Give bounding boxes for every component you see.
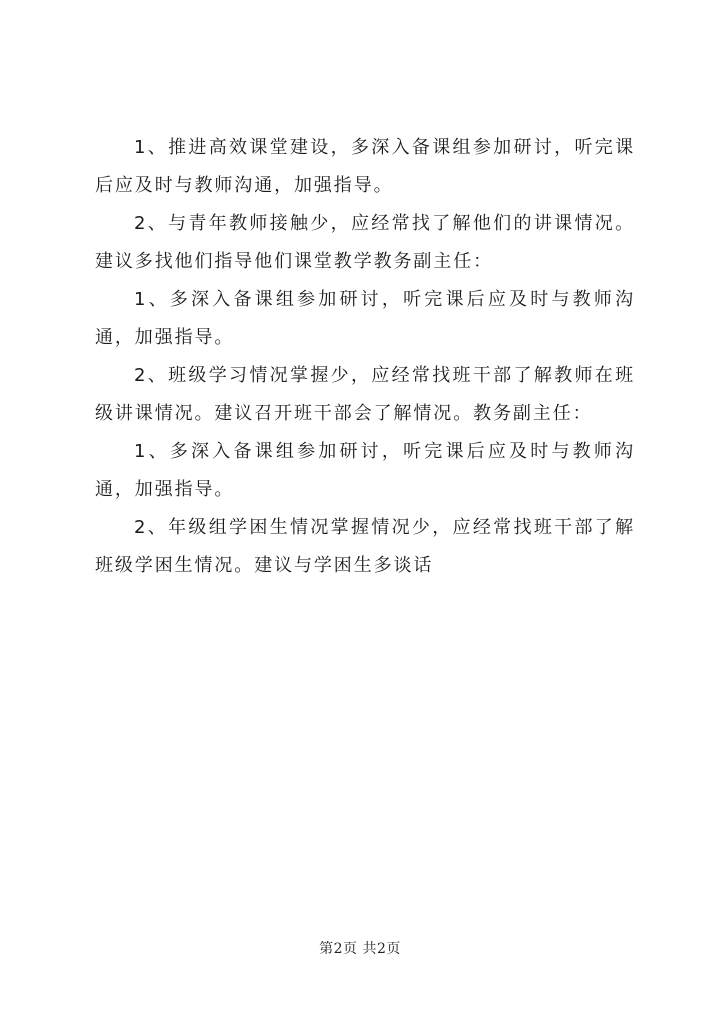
document-body — [95, 129, 635, 585]
paragraph-5: 1、多深入备课组参加研讨，听完课后应及时与教师沟通，加强指导。 — [95, 441, 635, 500]
paragraph-6: 2、年级组学困生情况掌握情况少，应经常找班干部了解班级学困生情况。建议与学困生多谈话 — [95, 517, 635, 576]
paragraph-2: 2、与青年教师接触少，应经常找了解他们的讲课情况。建议多找他们指导他们课堂教学教务副主任： — [95, 213, 635, 272]
paragraph-1: 1、推进高效课堂建设，多深入备课组参加研讨，听完课后应及时与教师沟通，加强指导。 — [95, 137, 635, 196]
paragraph-4: 2、班级学习情况掌握少，应经常找班干部了解教师在班级讲课情况。建议召开班干部会了解情况。教务副主任： — [95, 365, 635, 424]
page-number-footer: 第2页 共2页 — [319, 941, 401, 957]
paragraph-3: 1、多深入备课组参加研讨，听完课后应及时与教师沟通，加强指导。 — [95, 289, 635, 348]
